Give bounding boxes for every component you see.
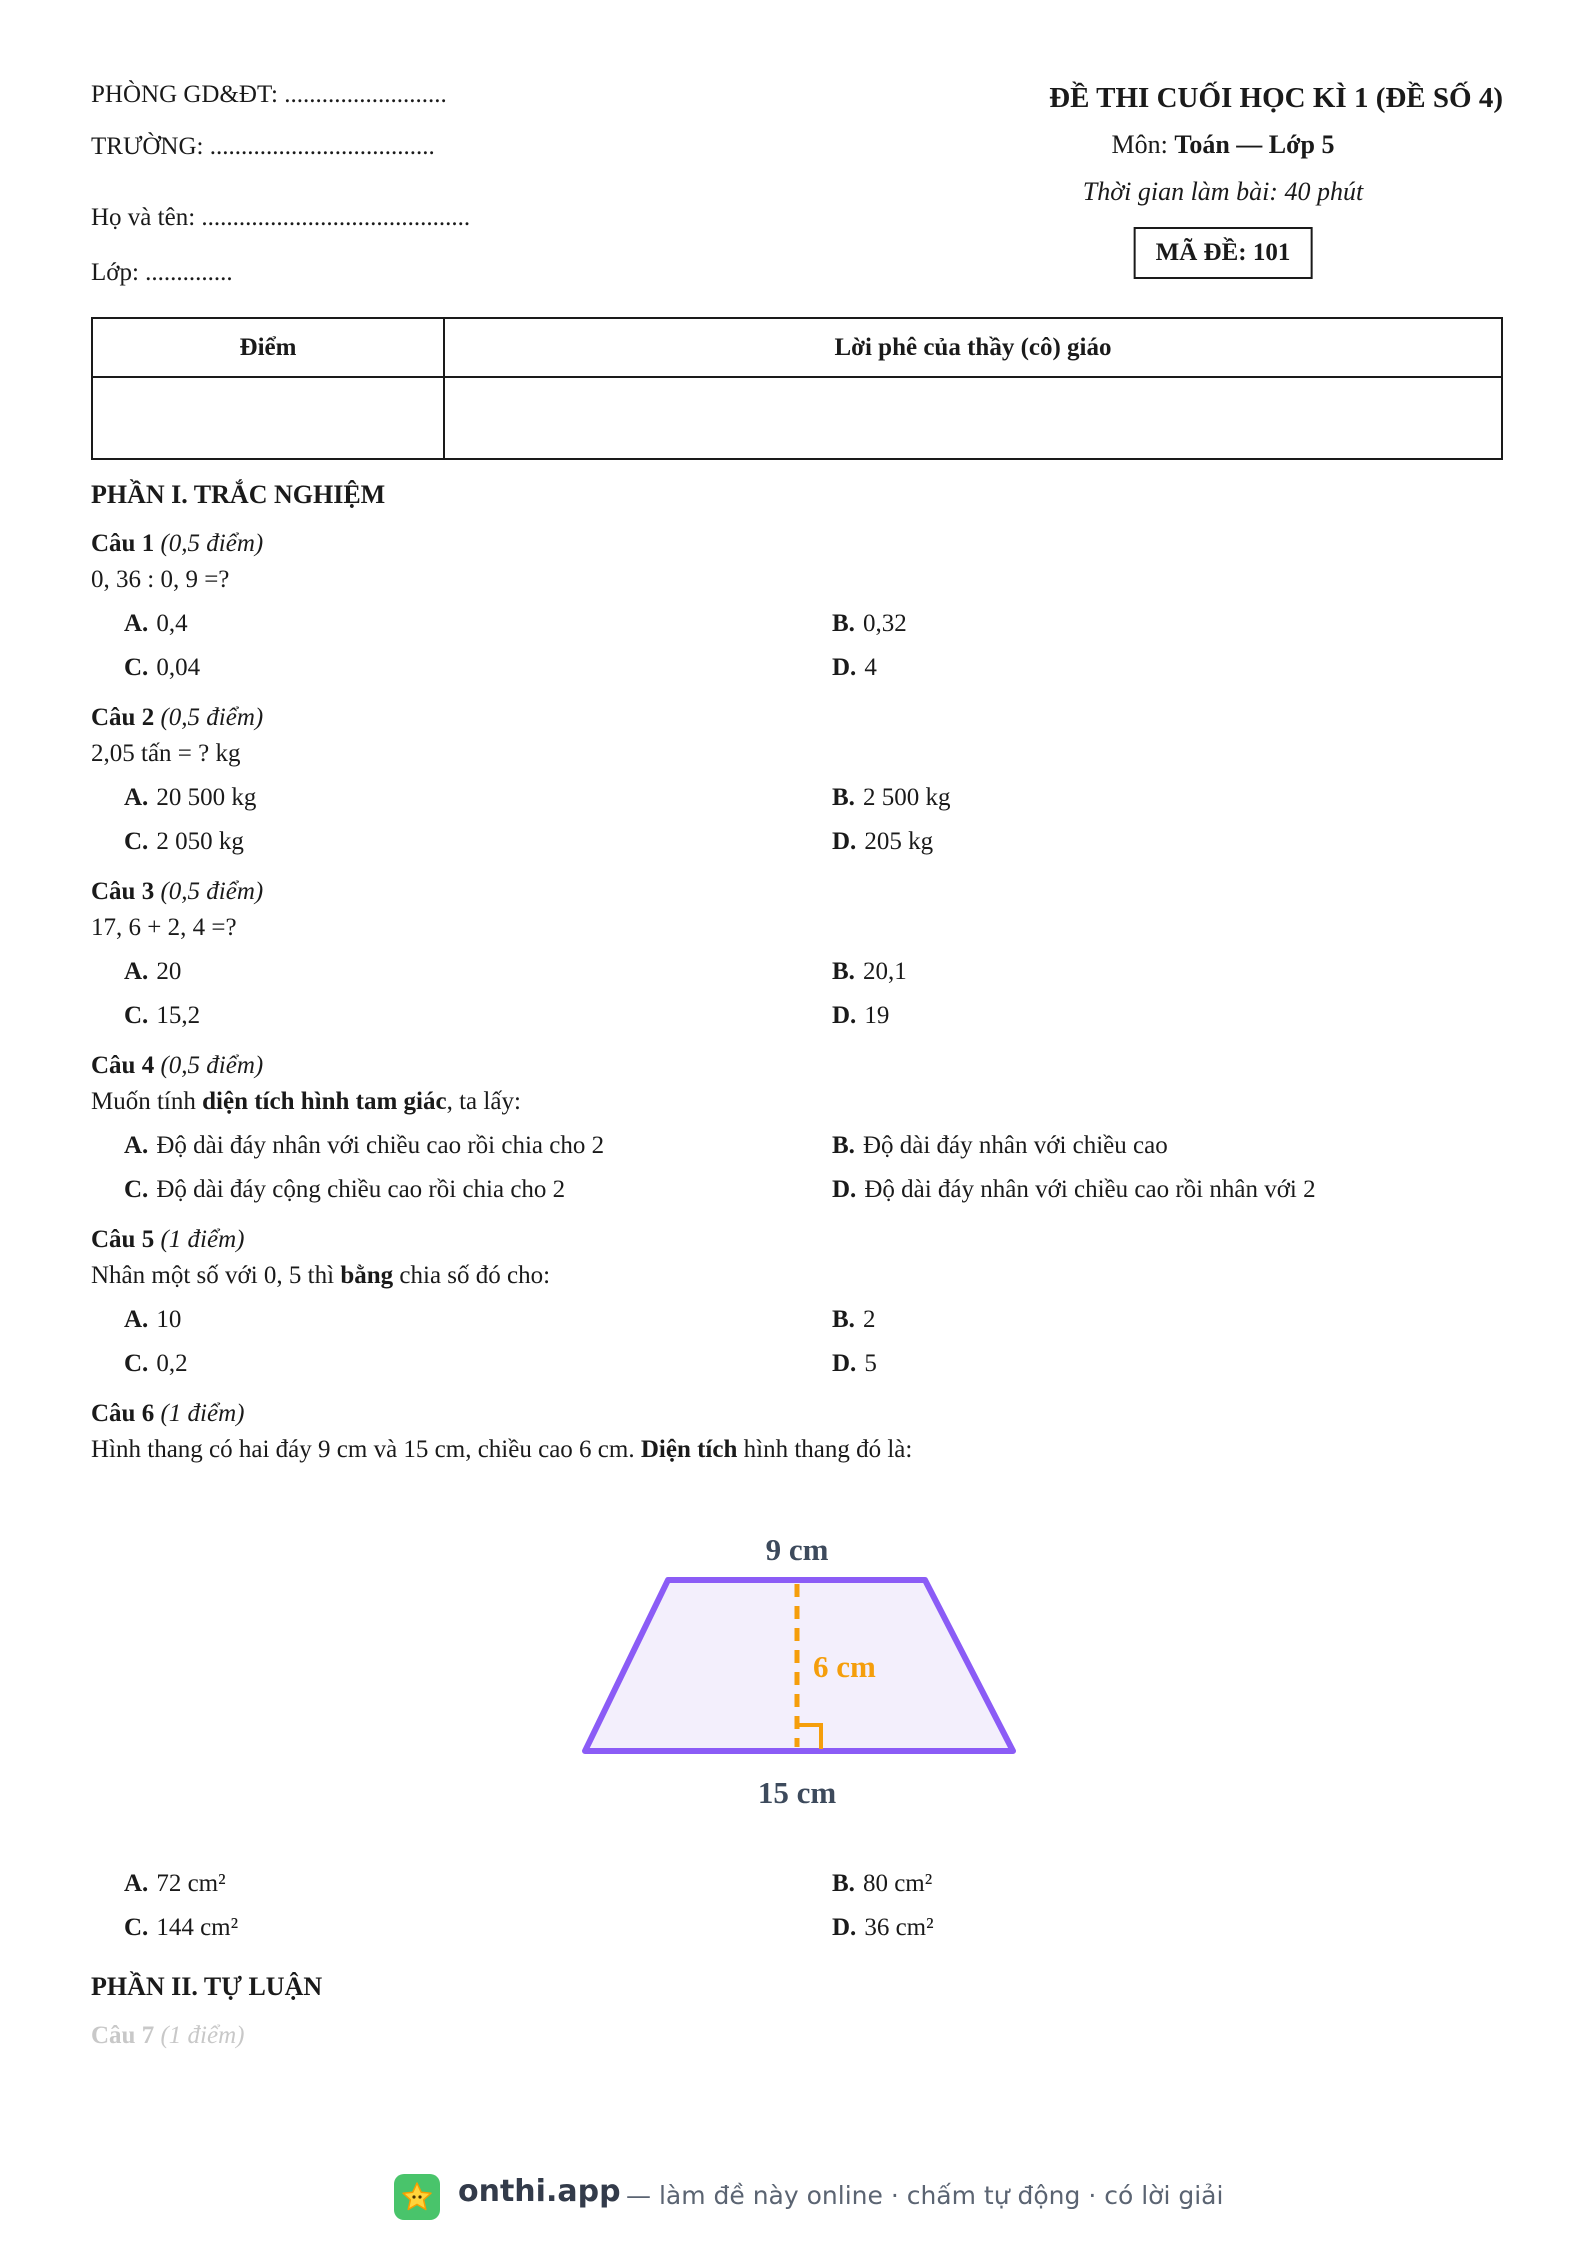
- exam-content: [91, 480, 1503, 2052]
- question-text-bold: bằng: [340, 1262, 394, 1289]
- question-title: [91, 878, 1503, 908]
- option-text: 144 cm²: [156, 1914, 239, 1941]
- option-text: 0,2: [156, 1350, 188, 1377]
- question-label: Câu 2: [91, 704, 155, 731]
- option-text: Độ dài đáy cộng chiều cao rồi chia cho 2: [156, 1176, 566, 1203]
- question-points: (0,5 điểm): [160, 1052, 264, 1079]
- brand-tagline: — làm đề này online · chấm tự động · có lời giải: [626, 2181, 1224, 2210]
- option-text: 72 cm²: [156, 1870, 226, 1897]
- answer-options: [91, 610, 1503, 686]
- option-letter: D.: [832, 828, 857, 855]
- question-label: Câu 1: [91, 530, 155, 557]
- bottom-base-label: 15 cm: [757, 1775, 837, 1810]
- answer-options: [91, 1306, 1503, 1382]
- student-name-line: Họ và tên: ...........................................: [91, 204, 471, 231]
- question-label: Câu 5: [91, 1226, 155, 1253]
- subject-name: Toán — Lớp 5: [1174, 130, 1335, 159]
- question-title: [91, 704, 1503, 734]
- option-a[interactable]: [124, 1306, 832, 1338]
- option-text: 80 cm²: [862, 1870, 933, 1897]
- option-letter: B.: [832, 1132, 855, 1159]
- option-a[interactable]: [124, 610, 832, 642]
- star-icon: [394, 2174, 440, 2220]
- option-b[interactable]: [832, 610, 1536, 642]
- grade-table-header-row: [92, 318, 1502, 377]
- trapezoid-diagram: [91, 1480, 1503, 1860]
- class-line: Lớp: ..............: [91, 259, 233, 286]
- question-points: (1 điểm): [160, 2022, 245, 2049]
- option-c[interactable]: [124, 1176, 832, 1208]
- trapezoid-figure: [91, 1480, 1503, 1860]
- question-label: Câu 6: [91, 1400, 155, 1427]
- option-text: 0,04: [156, 654, 201, 681]
- answer-options: [91, 1870, 1503, 1946]
- option-c[interactable]: [124, 1914, 832, 1946]
- question-text-end: chia số đó cho:: [393, 1262, 551, 1289]
- option-letter: B.: [832, 784, 855, 811]
- question-text: 17, 6 + 2, 4 =?: [91, 914, 237, 941]
- option-c[interactable]: [124, 828, 832, 860]
- answer-options: [91, 784, 1503, 860]
- question-text-start: Muốn tính: [91, 1088, 203, 1115]
- option-b[interactable]: [832, 1132, 1536, 1164]
- top-base-label: 9 cm: [765, 1532, 829, 1567]
- option-letter: D.: [832, 654, 857, 681]
- option-letter: A.: [124, 1306, 149, 1333]
- option-letter: C.: [124, 1176, 149, 1203]
- option-letter: B.: [832, 958, 855, 985]
- question-text-start: Nhân một số với 0, 5 thì: [91, 1262, 341, 1289]
- option-text: Độ dài đáy nhân với chiều cao rồi chia cho 2: [156, 1132, 605, 1159]
- option-text: 2: [862, 1306, 876, 1333]
- promo-banner[interactable]: [0, 2160, 1586, 2244]
- option-b[interactable]: [832, 958, 1536, 990]
- answer-options: [91, 1132, 1503, 1208]
- option-text: 4: [864, 654, 877, 681]
- question-text: [91, 1088, 1503, 1122]
- question-text-start: Hình thang có hai đáy 9 cm và 15 cm, chiều cao 6 cm.: [91, 1436, 641, 1463]
- comment-cell[interactable]: [444, 377, 1502, 459]
- height-label: 6 cm: [813, 1649, 876, 1684]
- option-text: 0,32: [862, 610, 907, 637]
- option-text: 10: [156, 1306, 182, 1333]
- option-letter: A.: [124, 784, 149, 811]
- exam-page: [91, 0, 1503, 2244]
- duration-line: Thời gian làm bài: 40 phút: [1082, 177, 1364, 206]
- question-label: Câu 4: [91, 1052, 155, 1079]
- question-title: [91, 1052, 1503, 1082]
- question-text: 0, 36 : 0, 9 =?: [91, 566, 230, 593]
- school-line: TRƯỜNG: ....................................: [91, 133, 435, 160]
- option-letter: C.: [124, 1914, 149, 1941]
- option-b[interactable]: [832, 1870, 1536, 1902]
- question-5: [91, 1226, 1503, 1382]
- option-letter: D.: [832, 1350, 857, 1377]
- option-text: 0,4: [156, 610, 188, 637]
- option-letter: D.: [832, 1002, 857, 1029]
- option-b[interactable]: [832, 784, 1536, 816]
- question-points: (0,5 điểm): [160, 530, 264, 557]
- option-letter: B.: [832, 1306, 855, 1333]
- option-d[interactable]: [832, 1914, 1536, 1946]
- option-letter: A.: [124, 958, 149, 985]
- option-text: 20,1: [862, 958, 907, 985]
- option-d[interactable]: [832, 828, 1536, 860]
- option-b[interactable]: [832, 1306, 1536, 1338]
- option-c[interactable]: [124, 654, 832, 686]
- option-d[interactable]: [832, 1176, 1536, 1208]
- question-points: (1 điểm): [160, 1226, 245, 1253]
- question-4: [91, 1052, 1503, 1208]
- option-letter: A.: [124, 1132, 149, 1159]
- option-a[interactable]: [124, 784, 832, 816]
- option-a[interactable]: [124, 958, 832, 990]
- option-letter: C.: [124, 654, 149, 681]
- option-text: Độ dài đáy nhân với chiều cao: [862, 1132, 1168, 1159]
- grade-table: [91, 317, 1503, 460]
- question-1: [91, 530, 1503, 686]
- option-letter: B.: [832, 1870, 855, 1897]
- option-text: 19: [864, 1002, 890, 1029]
- option-text: 15,2: [156, 1002, 201, 1029]
- subject-line: [943, 130, 1503, 160]
- question-label: Câu 3: [91, 878, 155, 905]
- grade-table-body-row: [92, 377, 1502, 459]
- question-text: [91, 1436, 1503, 1470]
- question-title: [91, 1226, 1503, 1256]
- option-letter: D.: [832, 1914, 857, 1941]
- question-text-end: , ta lấy:: [446, 1088, 521, 1115]
- department-line: PHÒNG GD&ĐT: ..........................: [91, 81, 447, 108]
- answer-options: [91, 958, 1503, 1034]
- question-2: [91, 704, 1503, 860]
- option-a[interactable]: [124, 1870, 832, 1902]
- option-text: 20: [156, 958, 182, 985]
- option-letter: C.: [124, 1350, 149, 1377]
- comment-column-header: Lời phê của thầy (cô) giáo: [444, 318, 1502, 377]
- score-cell[interactable]: [92, 377, 444, 459]
- exam-title: ĐỀ THI CUỐI HỌC KÌ 1 (ĐỀ SỐ 4): [1049, 82, 1503, 114]
- option-text: 2 050 kg: [156, 828, 244, 855]
- option-a[interactable]: [124, 1132, 832, 1164]
- question-text: [91, 1262, 1503, 1296]
- question-3: [91, 878, 1503, 1034]
- exam-code-box: MÃ ĐỀ: 101: [1134, 227, 1313, 279]
- option-text: 20 500 kg: [156, 784, 257, 811]
- part2-title: PHẦN II. TỰ LUẬN: [91, 1972, 323, 2001]
- question-points: (0,5 điểm): [160, 878, 264, 905]
- option-text: 2 500 kg: [862, 784, 951, 811]
- question-points: (1 điểm): [160, 1400, 245, 1427]
- option-letter: B.: [832, 610, 855, 637]
- option-d[interactable]: [832, 654, 1536, 686]
- option-c[interactable]: [124, 1002, 832, 1034]
- option-text: 36 cm²: [864, 1914, 934, 1941]
- question-title: [91, 1400, 1503, 1430]
- subject-prefix: Môn:: [1111, 130, 1175, 159]
- option-d[interactable]: [832, 1350, 1536, 1382]
- score-column-header: Điểm: [92, 318, 444, 377]
- option-letter: D.: [832, 1176, 857, 1203]
- question-text: 2,05 tấn = ? kg: [91, 740, 241, 767]
- option-letter: C.: [124, 828, 149, 855]
- question-text-bold: Diện tích: [640, 1436, 738, 1463]
- question-points: (0,5 điểm): [160, 704, 264, 731]
- question-title: [91, 530, 1503, 560]
- question-text-end: hình thang đó là:: [737, 1436, 913, 1463]
- part1-title: PHẦN I. TRẮC NGHIỆM: [91, 480, 386, 509]
- option-letter: A.: [124, 610, 149, 637]
- option-text: Độ dài đáy nhân với chiều cao rồi nhân với 2: [864, 1176, 1316, 1203]
- question-text-bold: diện tích hình tam giác: [202, 1088, 447, 1115]
- option-text: 5: [864, 1350, 877, 1377]
- option-text: 205 kg: [864, 828, 934, 855]
- fade-overlay: [0, 2120, 1586, 2160]
- option-d[interactable]: [832, 1002, 1536, 1034]
- option-c[interactable]: [124, 1350, 832, 1382]
- question-6: [91, 1400, 1503, 1946]
- option-letter: C.: [124, 1002, 149, 1029]
- question-7-title: [91, 2022, 1503, 2052]
- option-letter: A.: [124, 1870, 149, 1897]
- brand-name[interactable]: onthi.app: [458, 2174, 621, 2209]
- question-label: Câu 7: [91, 2022, 155, 2049]
